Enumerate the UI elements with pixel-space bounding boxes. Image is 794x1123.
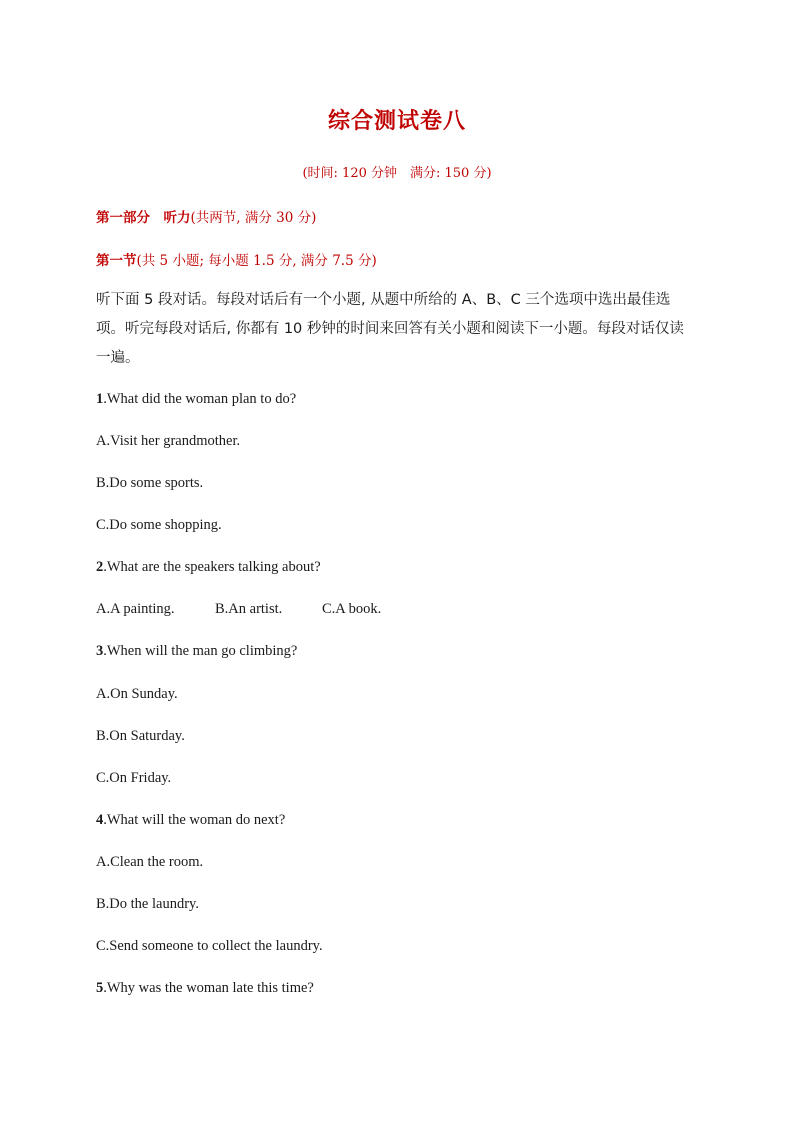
question-text: .What will the woman do next? bbox=[103, 812, 286, 828]
part-heading-detail: (共两节, 满分 30 分) bbox=[190, 210, 317, 226]
question-text: .When will the man go climbing? bbox=[103, 643, 298, 659]
question-3-option-c: C.On Friday. bbox=[96, 770, 172, 786]
question-3-option-a: A.On Sunday. bbox=[96, 686, 178, 702]
question-2-options bbox=[96, 601, 381, 618]
question-4 bbox=[96, 812, 285, 829]
question-2 bbox=[96, 559, 321, 576]
page-title: 综合测试卷八 bbox=[327, 109, 466, 134]
question-1-option-a: A.Visit her grandmother. bbox=[96, 433, 241, 449]
question-number: 2 bbox=[96, 559, 104, 575]
section-heading bbox=[96, 249, 377, 269]
question-3-option-b: B.On Saturday. bbox=[96, 728, 185, 744]
exam-time-score: (时间: 120 分钟 满分: 150 分) bbox=[302, 166, 492, 181]
question-5 bbox=[96, 980, 314, 997]
question-4-option-c: C.Send someone to collect the laundry. bbox=[96, 938, 323, 954]
question-text: .What are the speakers talking about? bbox=[103, 559, 321, 575]
question-1-option-c: C.Do some shopping. bbox=[96, 517, 222, 533]
question-text: .Why was the woman late this time? bbox=[103, 980, 314, 996]
listening-instructions: 听下面 5 段对话。每段对话后有一个小题, 从题中所给的 A、B、C 三个选项中选出最佳选项。听完每段对话后, 你都有 10 秒钟的时间来回答有关小题和阅读下一小题。每段对话仅读一遍。 bbox=[96, 292, 684, 366]
question-number: 1 bbox=[96, 391, 104, 407]
part-heading-lead: 第一部分 听力 bbox=[96, 210, 191, 226]
part-heading bbox=[96, 206, 316, 226]
question-number: 4 bbox=[96, 812, 104, 828]
section-heading-lead: 第一节 bbox=[96, 253, 137, 269]
question-text: .What did the woman plan to do? bbox=[103, 391, 297, 407]
question-4-option-a: A.Clean the room. bbox=[96, 854, 204, 870]
question-number: 5 bbox=[96, 980, 104, 996]
question-1 bbox=[96, 391, 296, 408]
question-1-option-b: B.Do some sports. bbox=[96, 475, 204, 491]
question-2-option-c: C.A book. bbox=[322, 601, 382, 617]
question-2-option-a: A.A painting. bbox=[96, 601, 175, 617]
question-number: 3 bbox=[96, 643, 104, 659]
question-3 bbox=[96, 643, 297, 660]
section-heading-detail: (共 5 小题; 每小题 1.5 分, 满分 7.5 分) bbox=[136, 253, 377, 269]
question-2-option-b: B.An artist. bbox=[215, 601, 283, 617]
question-4-option-b: B.Do the laundry. bbox=[96, 896, 199, 912]
